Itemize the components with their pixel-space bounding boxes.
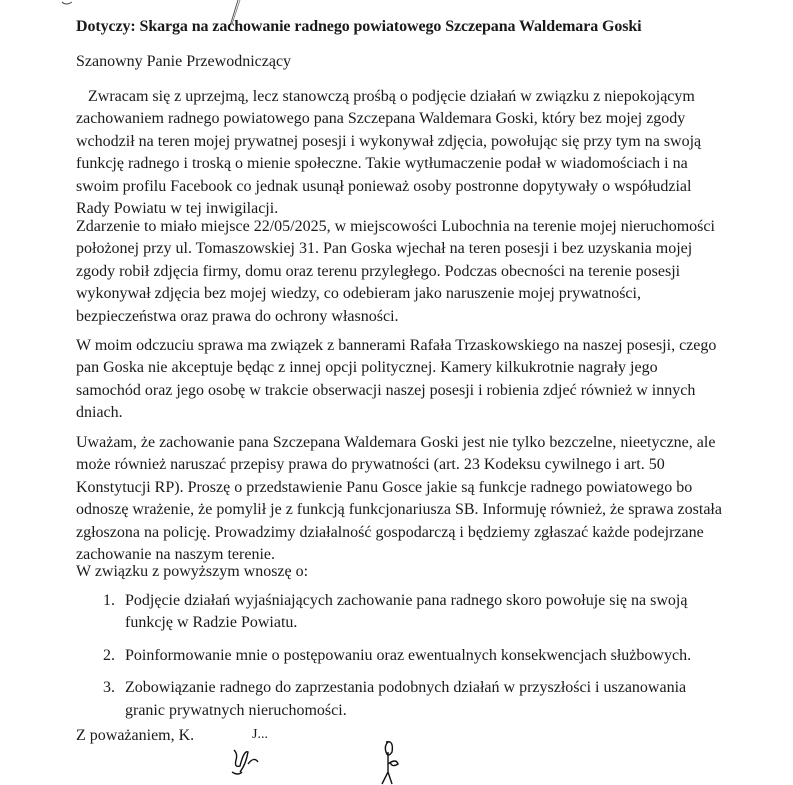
letter-subject: Dotyczy: Skarga na zachowanie radnego powiatowego Szczepana Waldemara Goski bbox=[76, 18, 642, 35]
paragraph-2: Zdarzenie to miało miejsce 22/05/2025, w miejscowości Lubochnia na terenie mojej nieruchomości położonej przy ul. Tomaszowskiej 31. Pan Goska wjechał na teren posesji i bez uzyskania mojej zgody robił zdjęcia firmy, domu oraz terenu przyległego. Podczas obecności na terenie posesji wykonywał zdjęcia bez mojej wiedzy, co odebieram jako naruszenie mojej prywatności, bezpieczeństwa oraz prawa do ochrony własności. bbox=[76, 218, 715, 325]
letter-closing bbox=[76, 727, 268, 745]
paragraph-4: Uważam, że zachowanie pana Szczepana Waldemara Goski jest nie tylko bezczelne, nieetyczne, ale może również naruszać przepisy prawa do prywatności (art. 23 Kodeksu cywilnego i art. 50 Konstytucji RP). Proszę o przedstawienie Panu Gosce jakie są funkcje radnego powiatowego bo odnoszę wrażenie, że pomylił je z funkcją funkcjonariusza SB. Informuję również, że sprawa została zgłoszona na policję. Prowadzimy działalność gospodarczą i będziemy zgłaszać każde podejrzane zachowanie na naszym terenie. bbox=[76, 434, 722, 564]
request-item bbox=[103, 645, 723, 667]
closing-text: Z poważaniem, K. bbox=[76, 727, 195, 744]
request-text: Poinformowanie mnie o postępowaniu oraz ewentualnych konsekwencjach służbowych. bbox=[125, 646, 692, 664]
request-text: Zobowiązanie radnego do zaprzestania podobnych działań w przyszłości i uszanowania granic prywatnych nieruchomości. bbox=[125, 679, 687, 719]
letter-salutation: Szanowny Panie Przewodniczący bbox=[76, 53, 292, 70]
request-number: 1. bbox=[103, 592, 115, 609]
request-number: 3. bbox=[103, 679, 115, 697]
signature-1-icon bbox=[228, 742, 268, 782]
request-number: 2. bbox=[103, 646, 115, 664]
request-item bbox=[103, 590, 723, 635]
requests-list bbox=[103, 590, 723, 732]
paragraph-1: Zwracam się z uprzejmą, lecz stanowczą prośbą o podjęcie działań w związku z niepokojącym zachowaniem radnego powiatowego pana Szczepana Waldemara Goski, który bez mojej zgody wchodził na teren mojej prywatnej posesji i wykonywał zdjęcia, powołując się przy tym na swoją funkcję radnego i troską o mienie społeczne. Takie wytłumaczenie podał w wiadomościach i na swoim profilu Facebook co jednak usunął ponieważ osoby postronne dopytywały o współudzial Rady Powiatu w tej inwigilacji. bbox=[76, 88, 702, 218]
paragraph-3: W moim odczuciu sprawa ma związek z bannerami Rafała Trzaskowskiego na naszej posesji, czego pan Goska nie akceptuje będąc z innej opcji politycznej. Kamery kilkukrotnie nagrały jego samochód oraz jego osobę w trakcie obserwacji naszej posesji i robienia zdjeć również w innych dniach. bbox=[76, 337, 717, 422]
request-text: Podjęcie działań wyjaśniających zachowanie pana radnego skoro powołuje się na swoją funkcję w Radzie Powiatu. bbox=[125, 592, 688, 632]
signature-2-icon bbox=[370, 738, 410, 785]
request-item bbox=[103, 677, 723, 722]
closing-tail: J... bbox=[252, 727, 268, 742]
requests-intro: W związku z powyższym wnoszę o: bbox=[76, 563, 309, 580]
